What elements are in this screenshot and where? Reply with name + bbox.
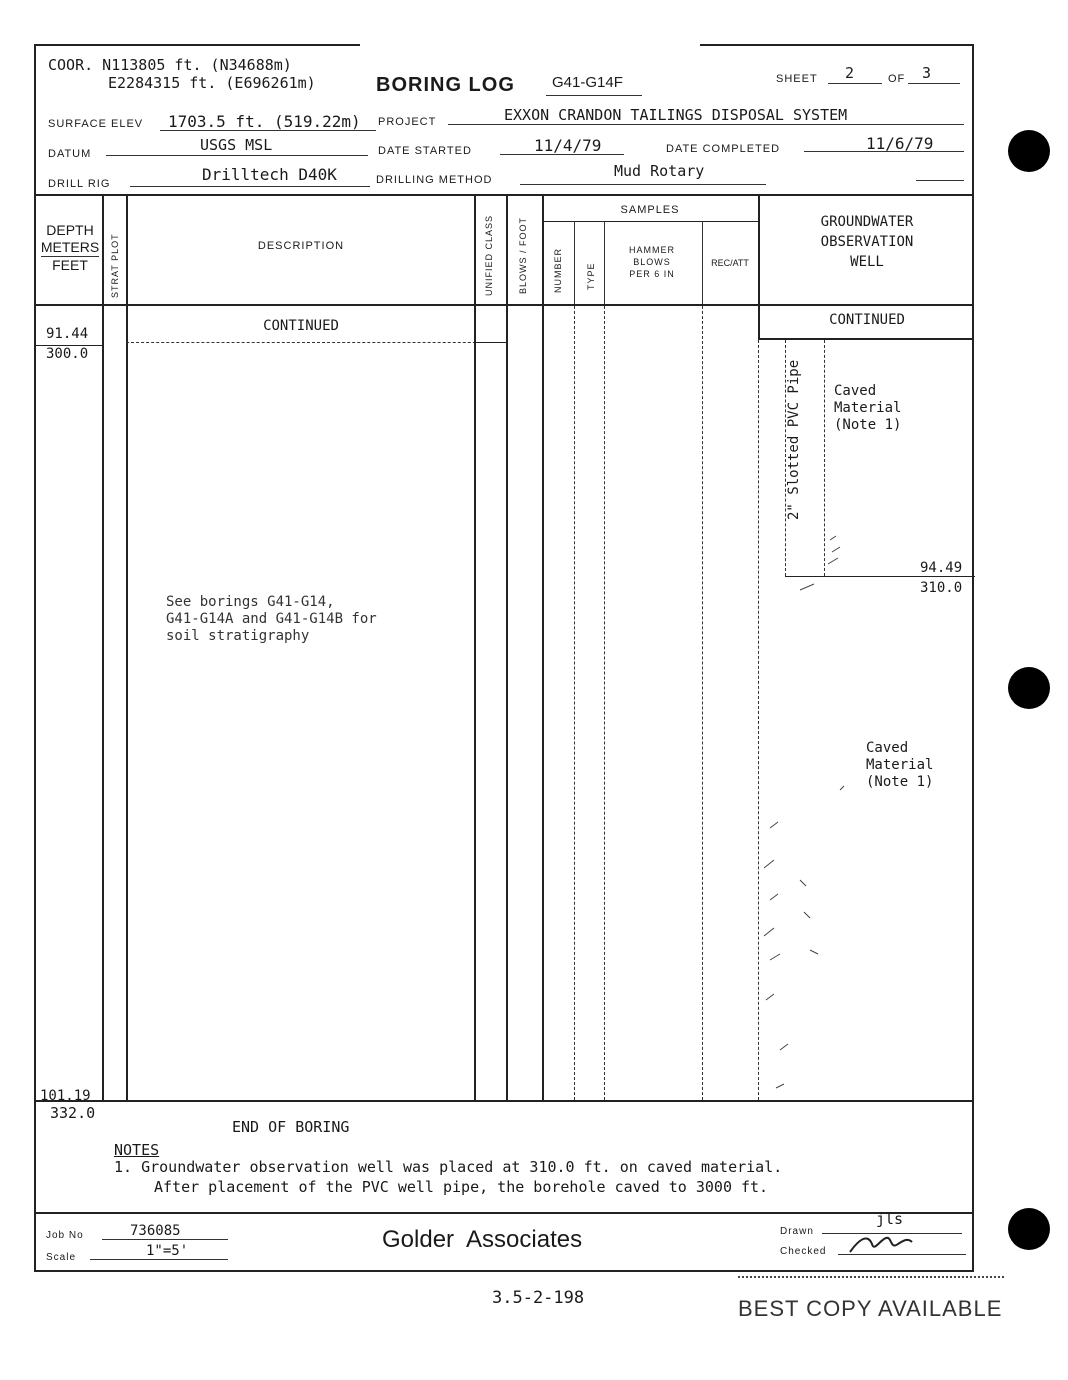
strat-plot-header: STRAT PLOT — [110, 233, 120, 298]
surface-elev-label: SURFACE ELEV — [48, 118, 144, 130]
unified-class-header: UNIFIED CLASS — [484, 214, 494, 296]
drilling-method-value: Mud Rotary — [614, 162, 705, 180]
caved2-line3: (Note 1) — [866, 774, 934, 790]
pipe-bottom-m: 94.49 — [920, 560, 963, 576]
job-no-label: Job No — [46, 1230, 84, 1241]
depth-header-line1: DEPTH — [46, 222, 94, 238]
checked-label: Checked — [780, 1246, 827, 1257]
coor-line-2: E2284315 ft. (E696261m) — [108, 74, 316, 92]
pipe-bottom-ft: 310.0 — [920, 580, 963, 596]
hammer-line3: PER 6 IN — [629, 269, 675, 279]
depth-header — [38, 222, 102, 274]
blows-foot-header: BLOWS / FOOT — [518, 216, 528, 294]
drilling-method-label: DRILLING METHOD — [376, 174, 493, 186]
project-label: PROJECT — [378, 116, 437, 128]
description-text — [166, 594, 377, 645]
description-header: DESCRIPTION — [257, 240, 345, 252]
date-completed-value: 11/6/79 — [866, 134, 934, 153]
end-of-boring: END OF BORING — [232, 1118, 350, 1136]
checked-signature — [846, 1230, 916, 1260]
hammer-header — [604, 244, 700, 280]
datum-label: DATUM — [48, 148, 92, 160]
continued-description: CONTINUED — [263, 318, 339, 334]
caved2-line1: Caved — [866, 740, 909, 756]
project-value: EXXON CRANDON TAILINGS DISPOSAL SYSTEM — [504, 106, 848, 124]
date-completed-label: DATE COMPLETED — [666, 143, 781, 155]
scale-label: Scale — [46, 1252, 77, 1263]
punch-hole-bottom — [1008, 1208, 1050, 1250]
bottom-depth-ft: 332.0 — [50, 1104, 96, 1122]
caved2-line2: Material — [866, 757, 934, 773]
hammer-line1: HAMMER — [629, 245, 675, 255]
coordinates — [48, 56, 316, 92]
groundwater-header — [760, 212, 974, 272]
form-title — [376, 74, 515, 97]
sheet-label: SHEET — [776, 73, 818, 85]
description-line1: See borings G41-G14, — [166, 594, 335, 610]
pvc-pipe-label: 2" Slotted PVC Pipe — [786, 359, 802, 520]
caved-material-2 — [866, 740, 933, 791]
date-started-value: 11/4/79 — [534, 136, 602, 155]
number-header: NUMBER — [553, 247, 563, 293]
caved1-line3: (Note 1) — [834, 417, 902, 433]
gw-line1: GROUNDWATER — [820, 214, 914, 230]
surface-elev-value: 1703.5 ft. (519.22m) — [168, 112, 361, 131]
note-1-line2: After placement of the PVC well pipe, the borehole caved to 3000 ft. — [154, 1178, 769, 1196]
description-line3: soil stratigraphy — [166, 628, 310, 644]
coor-line-1: COOR. N113805 ft. (N34688m) — [48, 56, 292, 74]
gw-line2: OBSERVATION — [820, 234, 914, 250]
drill-rig-value: Drilltech D40K — [202, 165, 337, 184]
type-header: TYPE — [586, 262, 596, 290]
best-copy-stamp: BEST COPY AVAILABLE — [738, 1296, 1003, 1321]
rec-att-header: REC/ATT — [711, 258, 749, 268]
depth-header-line3: FEET — [52, 257, 88, 273]
top-depth-m: 91.44 — [46, 326, 89, 342]
bottom-depth-m: 101.19 — [40, 1088, 91, 1104]
caved1-line1: Caved — [834, 383, 877, 399]
scale-value: 1"=5' — [146, 1243, 189, 1259]
sheet-number: 2 — [845, 64, 855, 82]
notes-title: NOTES — [114, 1141, 160, 1159]
punch-hole-top — [1008, 130, 1050, 172]
title-text: BORING LOG — [376, 74, 515, 96]
caved1-line2: Material — [834, 400, 902, 416]
boring-id: G41-G14F — [552, 74, 623, 91]
hammer-line2: BLOWS — [633, 257, 671, 267]
of-label: OF — [888, 73, 906, 85]
date-started-label: DATE STARTED — [378, 145, 472, 157]
drawn-value: jls — [876, 1210, 904, 1228]
drill-rig-label: DRILL RIG — [48, 178, 111, 190]
datum-value: USGS MSL — [200, 136, 273, 154]
company-name: Golder Associates — [382, 1226, 583, 1253]
sheet-total: 3 — [922, 64, 932, 82]
gw-line3: WELL — [850, 254, 884, 270]
drawn-label: Drawn — [780, 1226, 814, 1237]
top-depth-ft: 300.0 — [46, 346, 89, 362]
depth-header-line2: METERS — [40, 239, 100, 255]
continued-well: CONTINUED — [829, 312, 905, 328]
samples-header: SAMPLES — [620, 204, 680, 216]
caved-material-1 — [834, 383, 901, 434]
description-line2: G41-G14A and G41-G14B for — [166, 611, 377, 627]
job-no-value: 736085 — [130, 1223, 181, 1239]
punch-hole-middle — [1008, 667, 1050, 709]
page-number: 3.5-2-198 — [492, 1288, 585, 1308]
note-1-line1: 1. Groundwater observation well was placed at 310.0 ft. on caved material. — [114, 1158, 783, 1176]
